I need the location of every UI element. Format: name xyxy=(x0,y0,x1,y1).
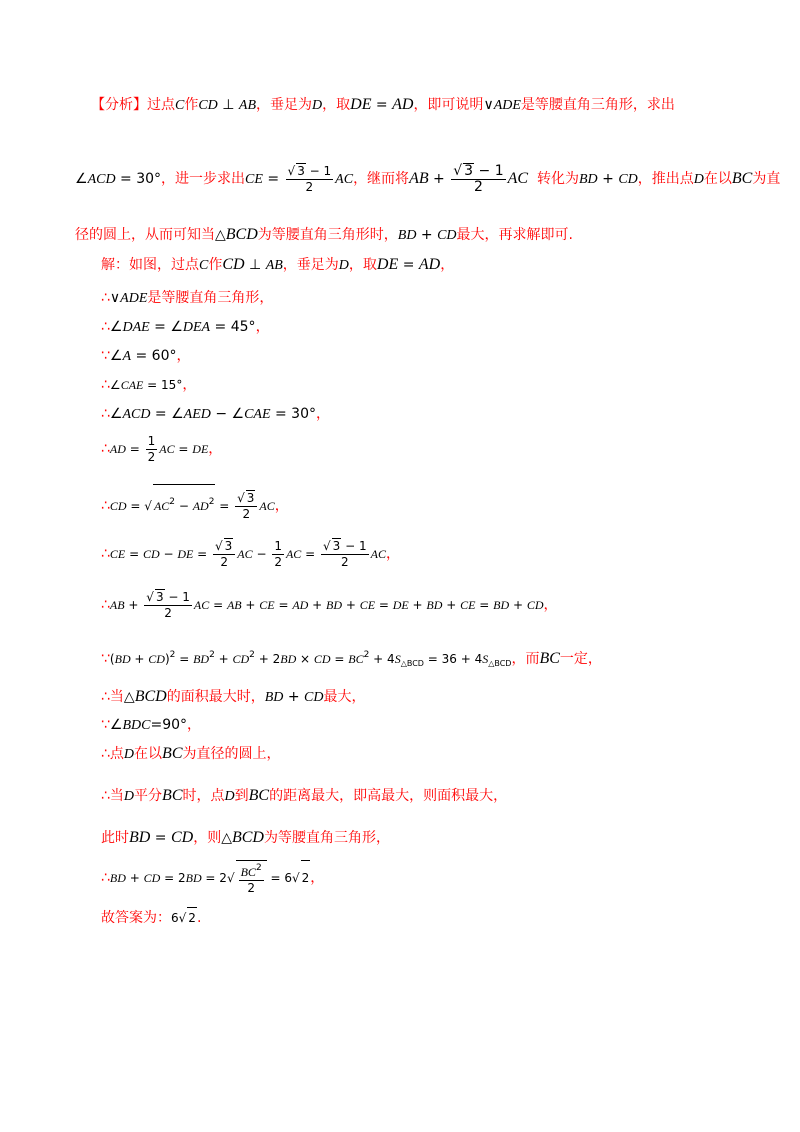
solution-line-4: ∵∠A = 60°， xyxy=(101,348,191,364)
solution-line-3: ∴∠DAE = ∠DEA = 45°， xyxy=(101,319,270,335)
solution-line-15: ∴当D平分BC时，点D到BC的距离最大，即高最大，则面积最大， xyxy=(101,787,508,804)
answer-line: 故答案为：6√ 2. xyxy=(101,907,201,928)
solution-line-2: ∴∨ADE是等腰直角三角形， xyxy=(101,290,274,306)
analysis-line-1: 【分析】过点C作CD ⊥ AB，垂足为D，取DE = AD，即可说明∨ADE是等腰直角三角形，求出 xyxy=(91,96,675,113)
solution-line-13: ∵∠BDC=90°， xyxy=(101,717,202,733)
solution-line-7: ∴AD = $\frac{1}{2}$ AC = DE， xyxy=(101,433,223,464)
analysis-line-3: 径的圆上，从而可知当△BCD为等腰直角三角形时，BD + CD最大，再求解即可. xyxy=(75,226,573,243)
solution-line-16: 此时BD = CD，则△BCD为等腰直角三角形， xyxy=(101,829,390,846)
solution-line-8: ∴CD = √ $AC^2 - AD^2$ = $\frac{√ 3}{2}$ AC， xyxy=(101,484,289,523)
solution-line-5: ∴∠CAE = 15°， xyxy=(101,377,197,393)
solution-line-6: ∴∠ACD = ∠AED − ∠CAE = 30°， xyxy=(101,406,330,422)
solution-line-9: ∴CE = CD − DE = $\frac{√ 3}{2}$ AC − $\frac{1}{2}$ AC = $\frac{√ 3 - 1}{2}$ AC， xyxy=(101,538,400,569)
solution-line-1: 解：如图，过点C作CD ⊥ AB，垂足为D，取DE = AD， xyxy=(101,256,455,273)
solution-line-17: ∴BD + CD = 2BD = 2√ $\frac{BC^2}{2}$ = 6√ 2， xyxy=(101,860,324,896)
solution-line-14: ∴点D在以BC为直径的圆上， xyxy=(101,745,281,762)
analysis-line-2: ∠ACD = 30°，进一步求出CE = $\frac{√ 3 - 1}{2}$ AC，继而将AB + $\frac{√ 3 - 1}{2}$ AC 转化为BD + CD，推出点D在以BC为直 xyxy=(75,163,781,195)
solution-line-11: ∵(BD + $CD)^2 = BD^2 + CD^2 + 2BD$ × CD = $BC^2 + 4S_{\triangle BCD} = 36 + 4S_{\triangle BCD}$，而BC一定， xyxy=(101,650,602,668)
analysis-label: 【分析】 xyxy=(91,97,147,113)
solution-line-12: ∴当△BCD的面积最大时，BD + CD最大， xyxy=(101,688,366,705)
solution-line-10: ∴AB + $\frac{√ 3 - 1}{2}$ AC = AB + CE = AD + BD + CE = DE + BD + CE = BD + CD， xyxy=(101,590,558,620)
